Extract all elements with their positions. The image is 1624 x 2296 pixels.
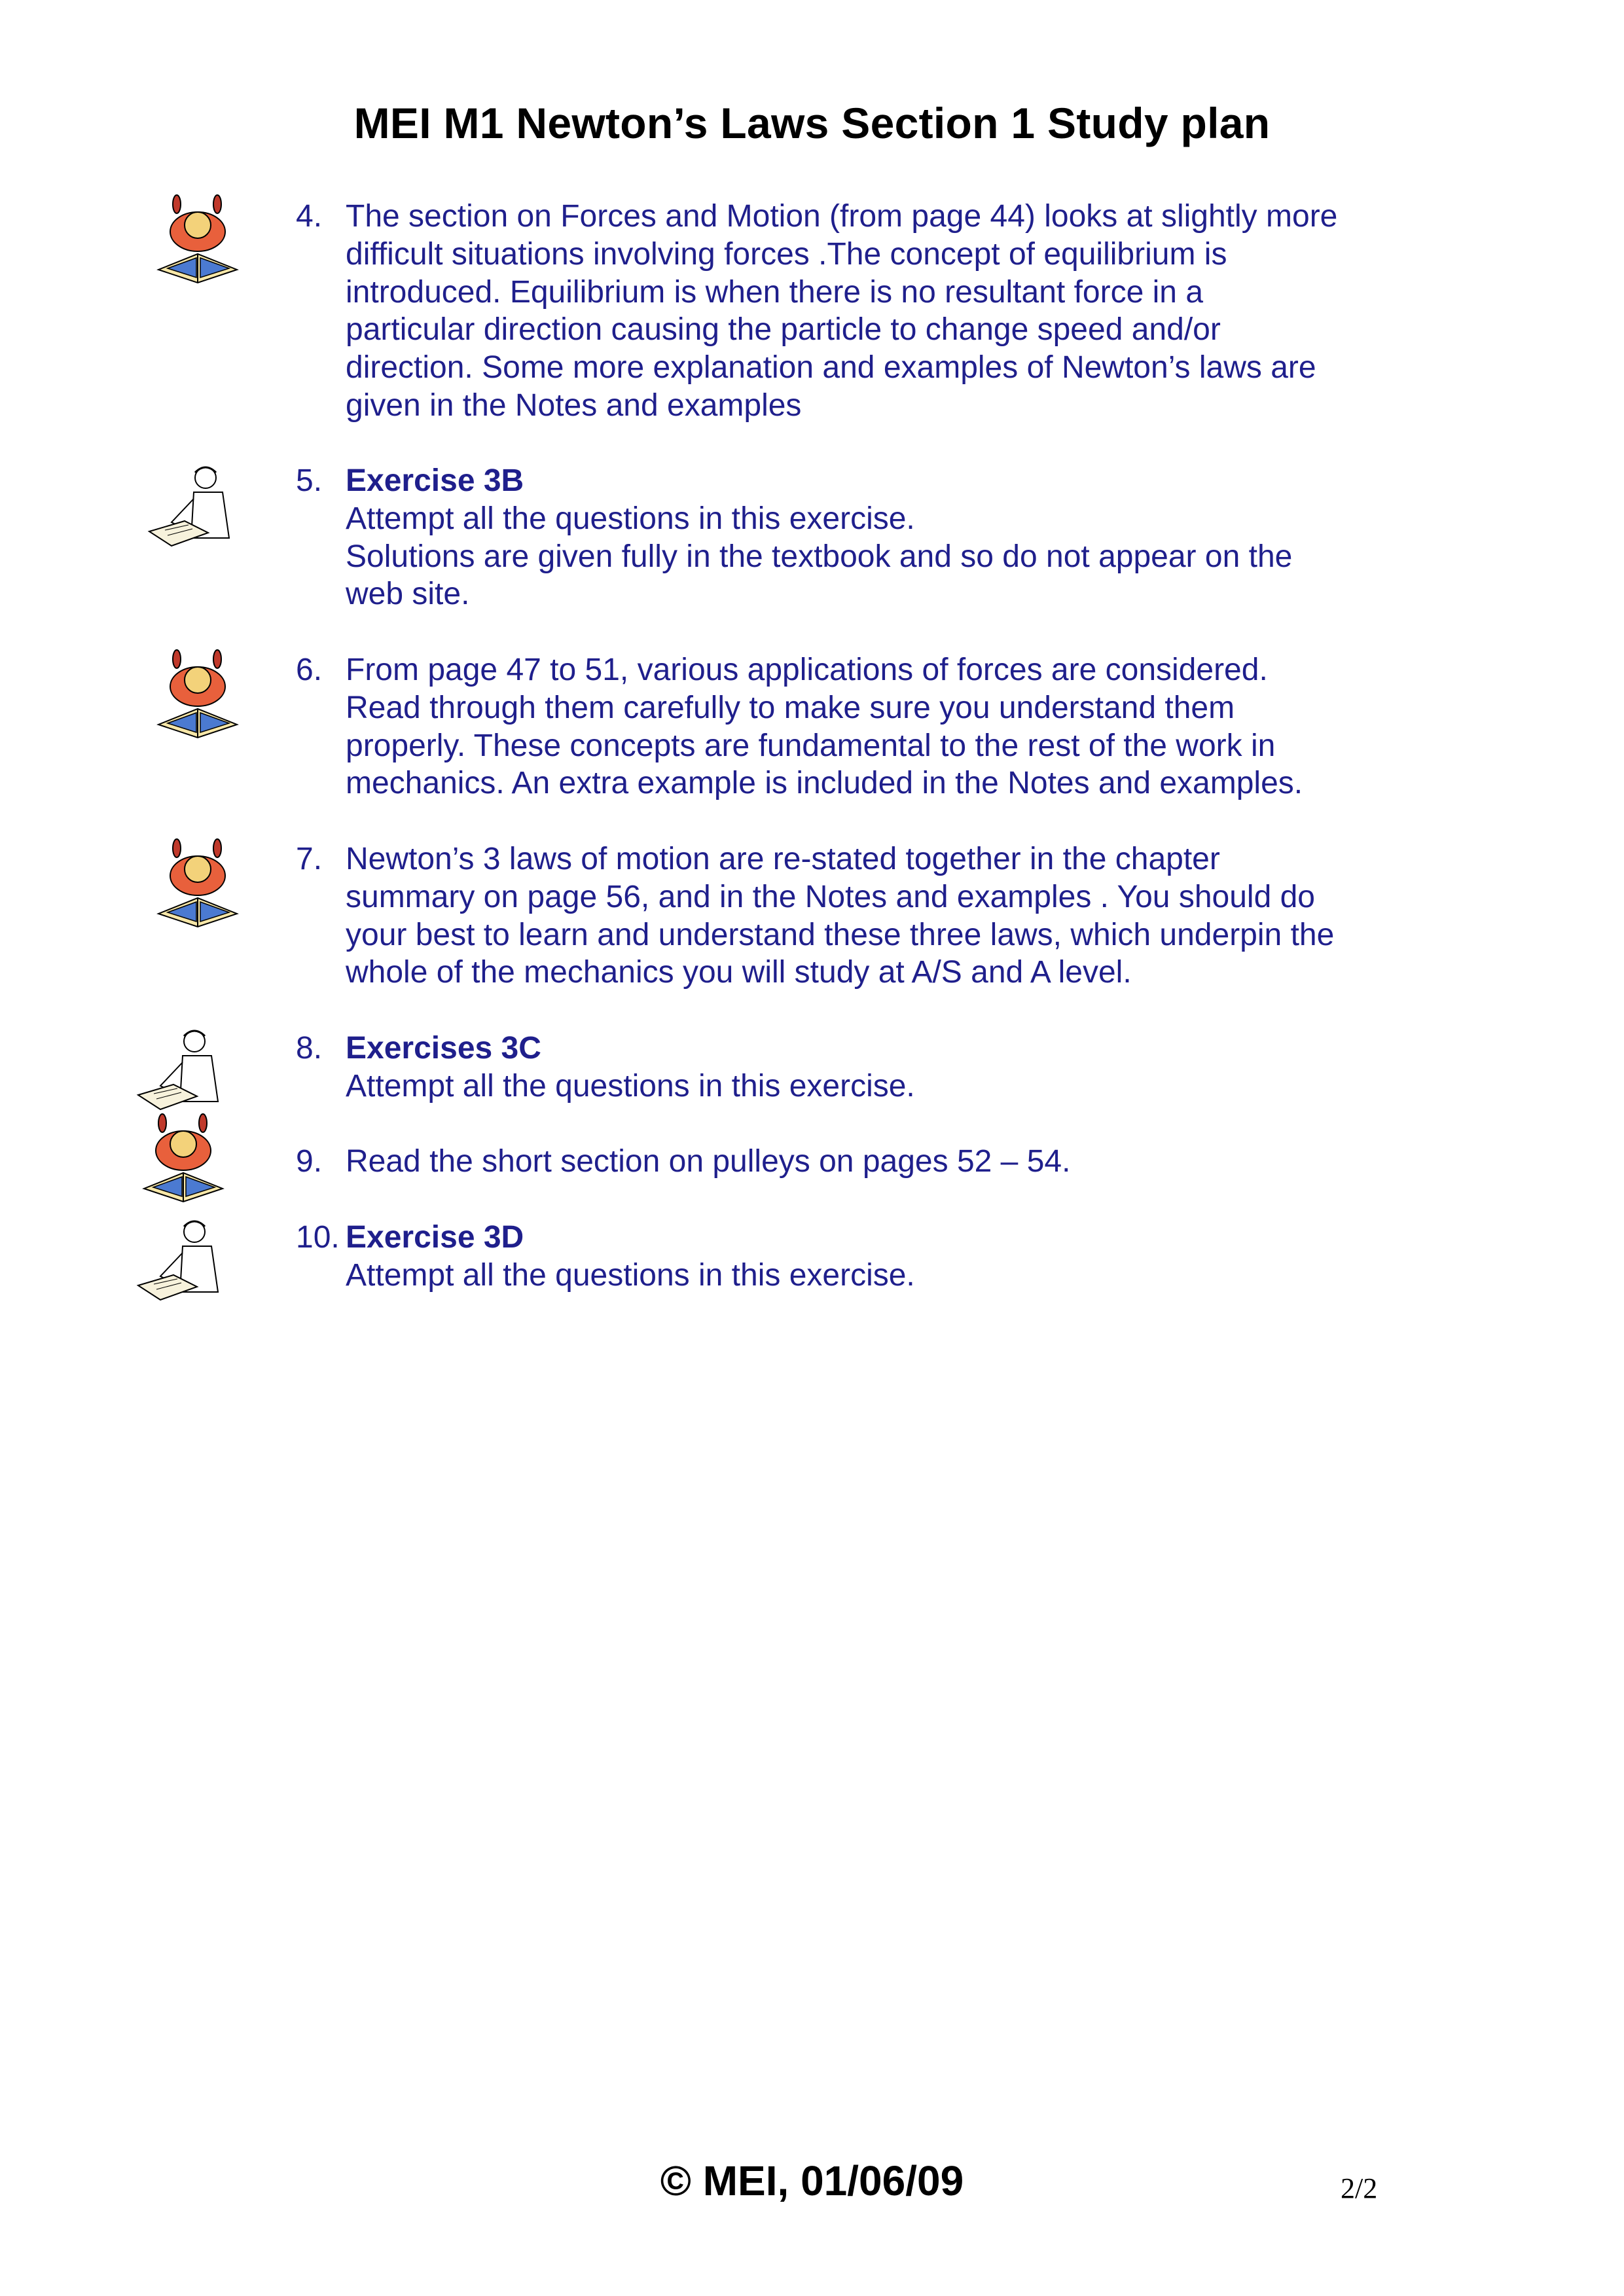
item-text (346, 651, 1458, 802)
text-line: particular direction causing the particle to change speed and/or (346, 312, 1221, 348)
item-text (346, 840, 1458, 992)
text-line: introduced. Equilibrium is when there is no resultant force in a (346, 274, 1204, 310)
writer-icon (145, 459, 250, 558)
text-line: direction. Some more explanation and examples of Newton’s laws are (346, 350, 1316, 386)
writer-icon (134, 1023, 239, 1121)
text-line: From page 47 to 51, various applications of forces are considered. (346, 653, 1268, 687)
item-number: 5. (296, 463, 323, 498)
page-title: MEI M1 Newton’s Laws Section 1 Study plan (353, 99, 1271, 147)
exercise-heading: Exercises 3C (346, 1031, 541, 1066)
exercise-heading: Exercise 3B (346, 463, 524, 498)
item-text (346, 1030, 1458, 1105)
exercise-heading: Exercise 3D (346, 1220, 524, 1255)
text-line: web site. (346, 577, 470, 612)
text-line: mechanics. An extra example is included in the Notes and examples. (346, 766, 1303, 801)
footer-copyright: © MEI, 01/06/09 (660, 2157, 964, 2204)
item-text (346, 198, 1458, 425)
text-line: summary on page 56, and in the Notes and examples . You should do (346, 879, 1315, 914)
text-line: The section on Forces and Motion (from page 44) looks at slightly more (346, 199, 1338, 234)
text-line: whole of the mechanics you will study at A/S and A level. (346, 955, 1132, 990)
text-line: Read the short section on pulleys on pages 52 – 54. (346, 1144, 1071, 1179)
item-number: 10. (296, 1220, 340, 1255)
page-number: 2/2 (1341, 2172, 1378, 2204)
reader-icon (152, 191, 257, 289)
item-text (346, 462, 1458, 613)
text-line: your best to learn and understand these three laws, which underpin the (346, 917, 1335, 952)
text-line: Newton’s 3 laws of motion are re-stated together in the chapter (346, 842, 1220, 876)
text-line: properly. These concepts are fundamental to the rest of the work in (346, 728, 1276, 763)
reader-icon (152, 646, 257, 744)
text-line: Solutions are given fully in the textbook and so do not appear on the (346, 539, 1293, 574)
text-line: Read through them carefully to make sure you understand them (346, 690, 1235, 725)
reader-icon (152, 835, 257, 933)
text-line: Attempt all the questions in this exercise. (346, 1257, 915, 1293)
text-line: Attempt all the questions in this exercise. (346, 1068, 915, 1103)
item-number: 4. (296, 199, 323, 234)
writer-icon (134, 1213, 239, 1312)
item-number: 7. (296, 842, 323, 876)
text-line: difficult situations involving forces .The concept of equilibrium is (346, 236, 1227, 272)
reader-icon (137, 1110, 242, 1208)
item-number: 8. (296, 1031, 323, 1066)
text-line: given in the Notes and examples (346, 387, 802, 423)
item-text (346, 1219, 1458, 1295)
item-text (346, 1143, 1458, 1181)
text-line: Attempt all the questions in this exercise. (346, 501, 915, 536)
item-number: 9. (296, 1144, 323, 1179)
item-number: 6. (296, 653, 323, 687)
